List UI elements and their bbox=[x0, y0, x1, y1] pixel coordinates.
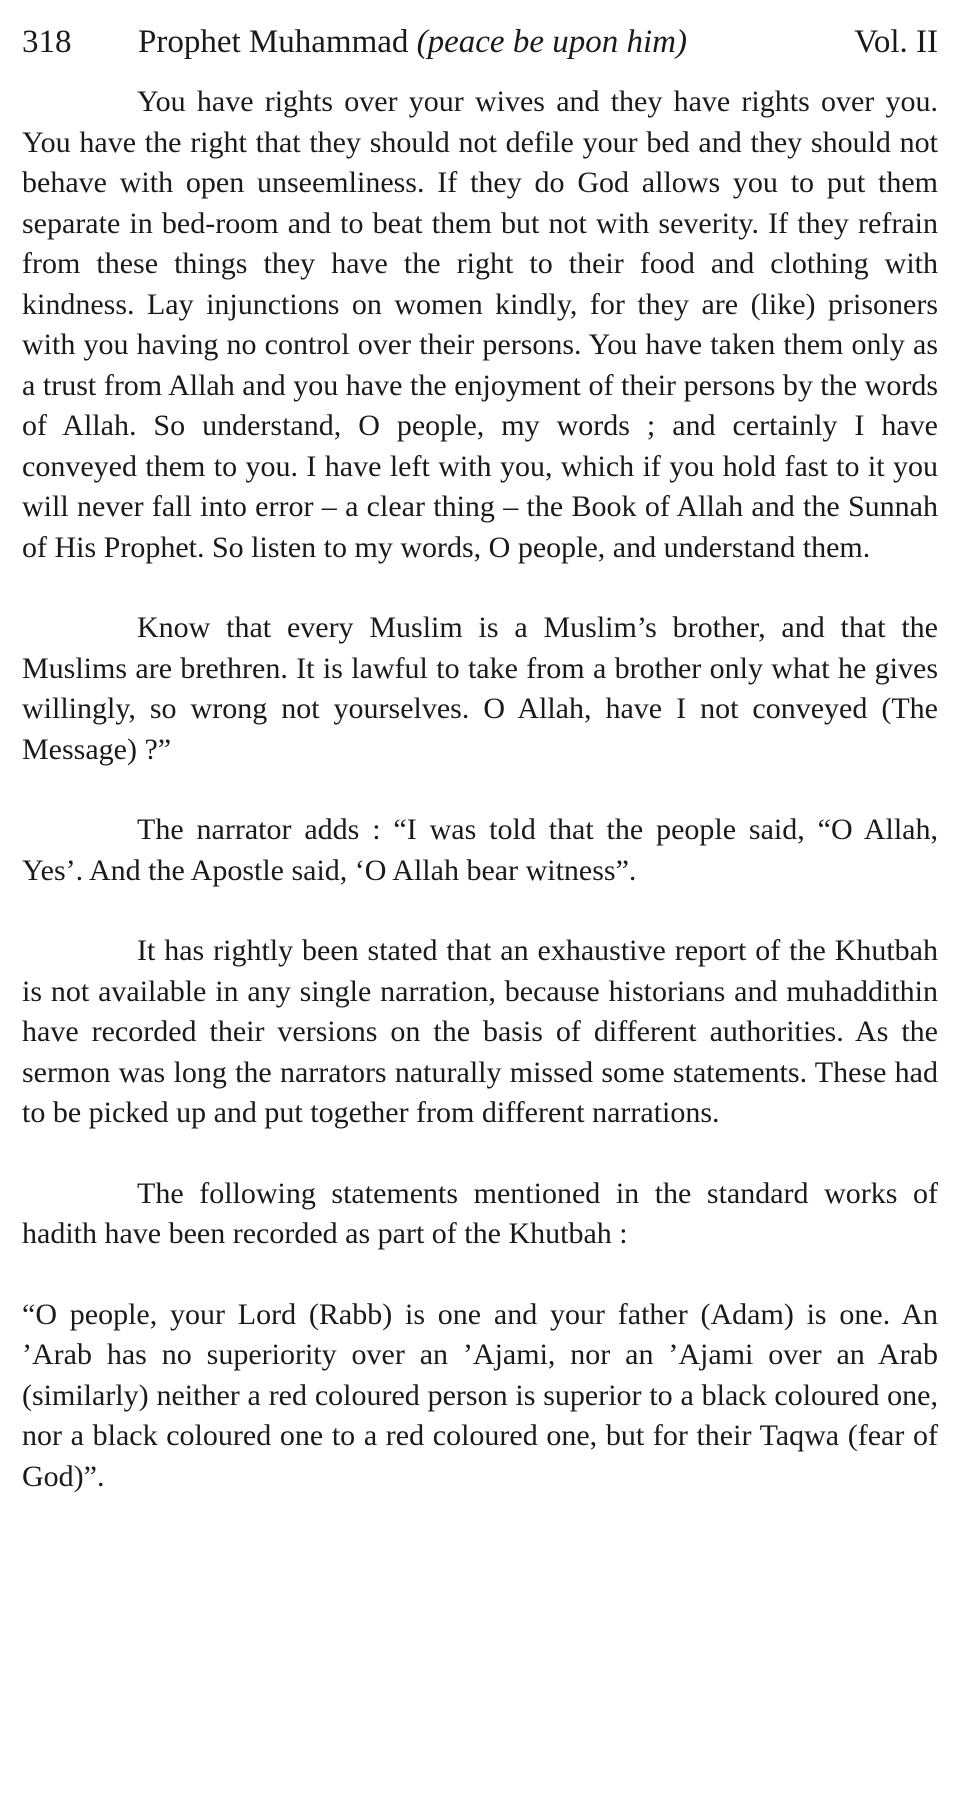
volume-label: Vol. II bbox=[854, 24, 938, 60]
block-quote: “O people, your Lord (Rabb) is one and your father (Adam) is one. An ’Arab has no superiority over an ’Ajami, nor an ’Ajami over an Arab (similarly) neither a red coloured person is superior to a black coloured one, nor a black coloured one to a red coloured one, but for their Taqwa (fear of God)”. bbox=[22, 1297, 938, 1493]
paragraph: You have rights over your wives and they have rights over you. You have the right that they should not defile your bed and they should not behave with open unseemliness. If they do God allows you to put them separate in bed-room and to beat them but not with severity. If they refrain from these things they have the right to their food and clothing with kindness. Lay injunctions on women kindly, for they are (like) prisoners with you having no control over their persons. You have taken them only as a trust from Allah and you have the enjoyment of their persons by the words of Allah. So understand, O people, my words ; and certainly I have conveyed them to you. I have left with you, which if you hold fast to it you will never fall into error – a clear thing – the Book of Allah and the Sunnah of His Prophet. So listen to my words, O people, and understand them. bbox=[22, 85, 938, 564]
running-header bbox=[22, 22, 938, 62]
page-number: 318 bbox=[22, 24, 72, 60]
body-text bbox=[22, 82, 938, 1497]
book-title-main: Prophet Muhammad bbox=[138, 24, 417, 60]
paragraph: The following statements mentioned in the standard works of hadith have been recorded as part of the Khutbah : bbox=[22, 1176, 938, 1250]
book-title-subtitle: (peace be upon him) bbox=[416, 24, 687, 60]
paragraph: The narrator adds : “I was told that the people said, “O Allah, Yes’. And the Apostle said, ‘O Allah bear witness”. bbox=[22, 813, 938, 887]
paragraph: It has rightly been stated that an exhaustive report of the Khutbah is not available in any single narration, because historians and muhaddithin have recorded their versions on the basis of different authorities. As the sermon was long the narrators naturally missed some statements. These had to be picked up and put together from different narrations. bbox=[22, 934, 938, 1129]
paragraph: Know that every Muslim is a Muslim’s brother, and that the Muslims are brethren. It is lawful to take from a brother only what he gives willingly, so wrong not yourselves. O Allah, have I not conveyed (The Message) ?” bbox=[22, 611, 938, 766]
book-title bbox=[138, 22, 854, 62]
